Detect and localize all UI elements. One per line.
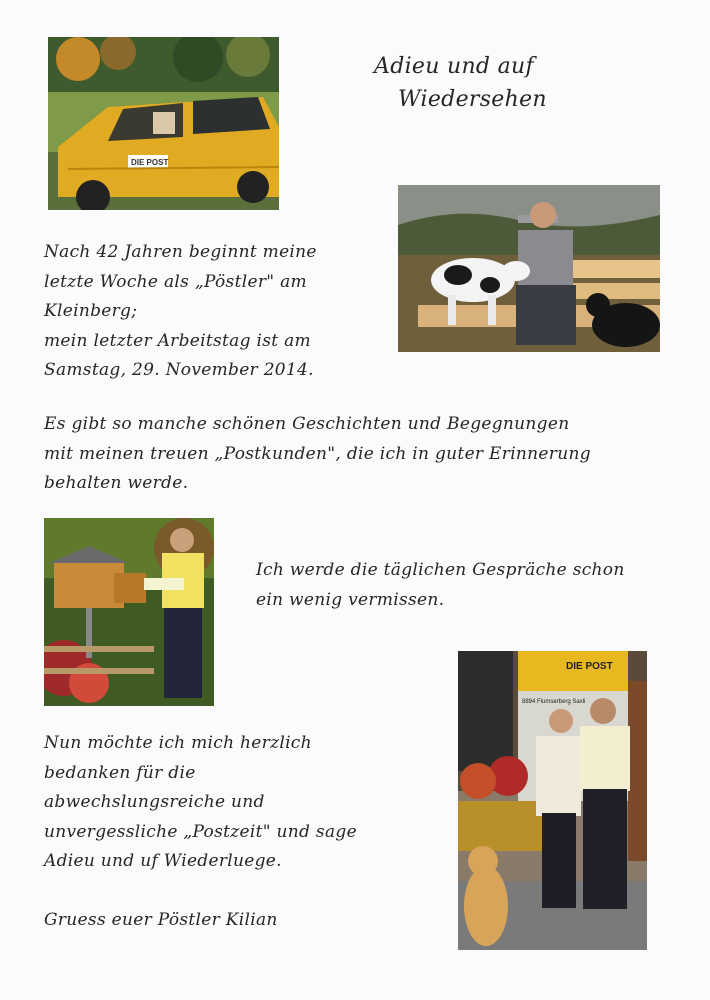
photo-bench-cow-dog [398,185,660,352]
photo-mailboxes [44,518,214,706]
page-title [374,50,547,116]
paragraph-1-line-2: letzte Woche als „Pöstler" am [44,271,307,292]
paragraph-thanks [44,729,357,877]
signature: Gruess euer Pöstler Kilian [44,910,278,930]
paragraph-4-line-1: Nun möchte ich mich herzlich [44,733,312,753]
paragraph-stories [44,410,591,499]
paragraph-3-line-1: Ich werde die täglichen Gespräche schon [256,560,625,580]
paragraph-3-line-2: ein wenig vermissen. [256,589,445,610]
paragraph-1-line-4: mein letzter Arbeitstag ist am [44,330,311,351]
paragraph-4-line-3: abwechslungsreiche und [44,792,265,812]
photo-couple-post-office [458,651,647,950]
paragraph-4-line-5: Adieu und uf Wiederluege. [44,851,282,871]
paragraph-4-line-4: unvergessliche „Postzeit" und sage [44,821,357,842]
car-logo-text: DIE POST [131,158,169,167]
paragraph-1-line-1: Nach 42 Jahren beginnt meine [44,242,317,262]
paragraph-1-line-3: Kleinberg; [44,301,138,321]
paragraph-1-line-5: Samstag, 29. November 2014. [44,360,314,380]
paragraph-2-line-1: Es gibt so manche schönen Geschichten und Begegnungen [44,414,570,434]
paragraph-conversations [256,556,625,615]
post-office-sign-text: DIE POST [566,661,613,672]
title-line-1: Adieu und auf [374,54,534,79]
post-office-address-text: 8894 Flumserberg Saxli [522,699,586,705]
paragraph-2-line-2: mit meinen treuen „Postkunden", die ich in guter Erinnerung [44,443,591,464]
photo-postman-car [48,37,279,210]
paragraph-retirement [44,238,317,386]
title-line-2: Wiedersehen [398,87,547,112]
paragraph-2-line-3: behalten werde. [44,473,189,493]
paragraph-4-line-2: bedanken für die [44,762,196,783]
